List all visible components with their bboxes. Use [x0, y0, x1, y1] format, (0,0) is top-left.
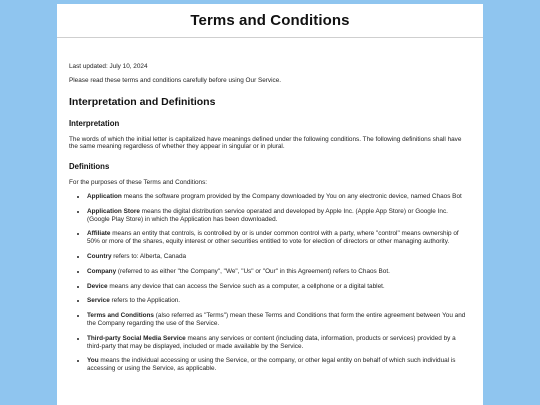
definition-term: Country [87, 252, 112, 260]
definition-item [87, 297, 471, 305]
definition-text: means the software program provided by the Company downloaded by You on any electronic device, named Chaos Bot [121, 192, 462, 200]
definition-item [87, 357, 471, 373]
definition-item [87, 230, 471, 246]
definition-term: Device [87, 282, 108, 290]
intro-text: Please read these terms and conditions carefully before using Our Service. [69, 76, 282, 84]
terms-page [57, 4, 483, 405]
subsection-heading-interpretation: Interpretation [69, 118, 120, 128]
last-updated-text: Last updated: July 10, 2024 [69, 63, 148, 70]
definition-item [87, 253, 471, 261]
definition-item [87, 312, 471, 328]
definition-term: Terms and Conditions [87, 312, 154, 320]
definition-item [87, 208, 471, 224]
definition-text: (also referred as "Terms") mean these Terms and Conditions that form the entire agreement between You and the Company regarding the use of the Service. [87, 312, 466, 327]
definition-term: Application Store [87, 207, 140, 215]
page-header [57, 4, 483, 38]
definition-term: Affiliate [87, 230, 111, 238]
definition-term: Service [87, 297, 110, 305]
definition-term: You [87, 357, 99, 365]
definition-text: means any device that can access the Service such as a computer, a cellphone or a digital tablet. [107, 282, 385, 290]
definition-item [87, 283, 471, 291]
definition-item [87, 335, 471, 351]
definition-item [87, 268, 471, 276]
section-heading-interpretation-definitions: Interpretation and Definitions [69, 95, 216, 108]
definition-text: (referred to as either "the Company", "We", "Us" or "Our" in this Agreement) refers to Chaos Bot. [116, 267, 390, 275]
page-title: Terms and Conditions [190, 12, 350, 29]
definition-text: means any services or content (including data, information, products or services) provided by a third-party that may be displayed, included or made available by the Service. [87, 334, 456, 350]
definitions-intro-text: For the purposes of these Terms and Conditions: [69, 179, 208, 187]
subsection-heading-definitions: Definitions [69, 162, 110, 172]
terms-content [57, 63, 483, 373]
definition-text: refers to the Application. [109, 297, 181, 305]
definitions-list [69, 193, 471, 373]
definition-text: refers to: Alberta, Canada [111, 252, 187, 260]
definition-item [87, 193, 471, 201]
interpretation-paragraph: The words of which the initial letter is capitalized have meanings defined under the following conditions. The following definitions shall have the same meaning regardless of whether they appear in singular or in plural. [69, 135, 462, 151]
definition-text: means an entity that controls, is controlled by or is under common control with a party, where "control" means ownership of 50% or more of the shares, equity interest or other securities entitled to vote for election of directors or other managing authority. [87, 230, 459, 246]
definition-term: Third-party Social Media Service [87, 334, 186, 342]
definition-term: Application [87, 192, 122, 200]
definition-term: Company [87, 267, 117, 275]
definition-text: means the individual accessing or using the Service, or the company, or other legal entity on behalf of which such individual is accessing or using the Service, as applicable. [87, 357, 456, 373]
definition-text: means the digital distribution service operated and developed by Apple Inc. (Apple App Store) or Google Inc. (Google Play Store) in which the Application has been downloaded. [87, 207, 448, 223]
